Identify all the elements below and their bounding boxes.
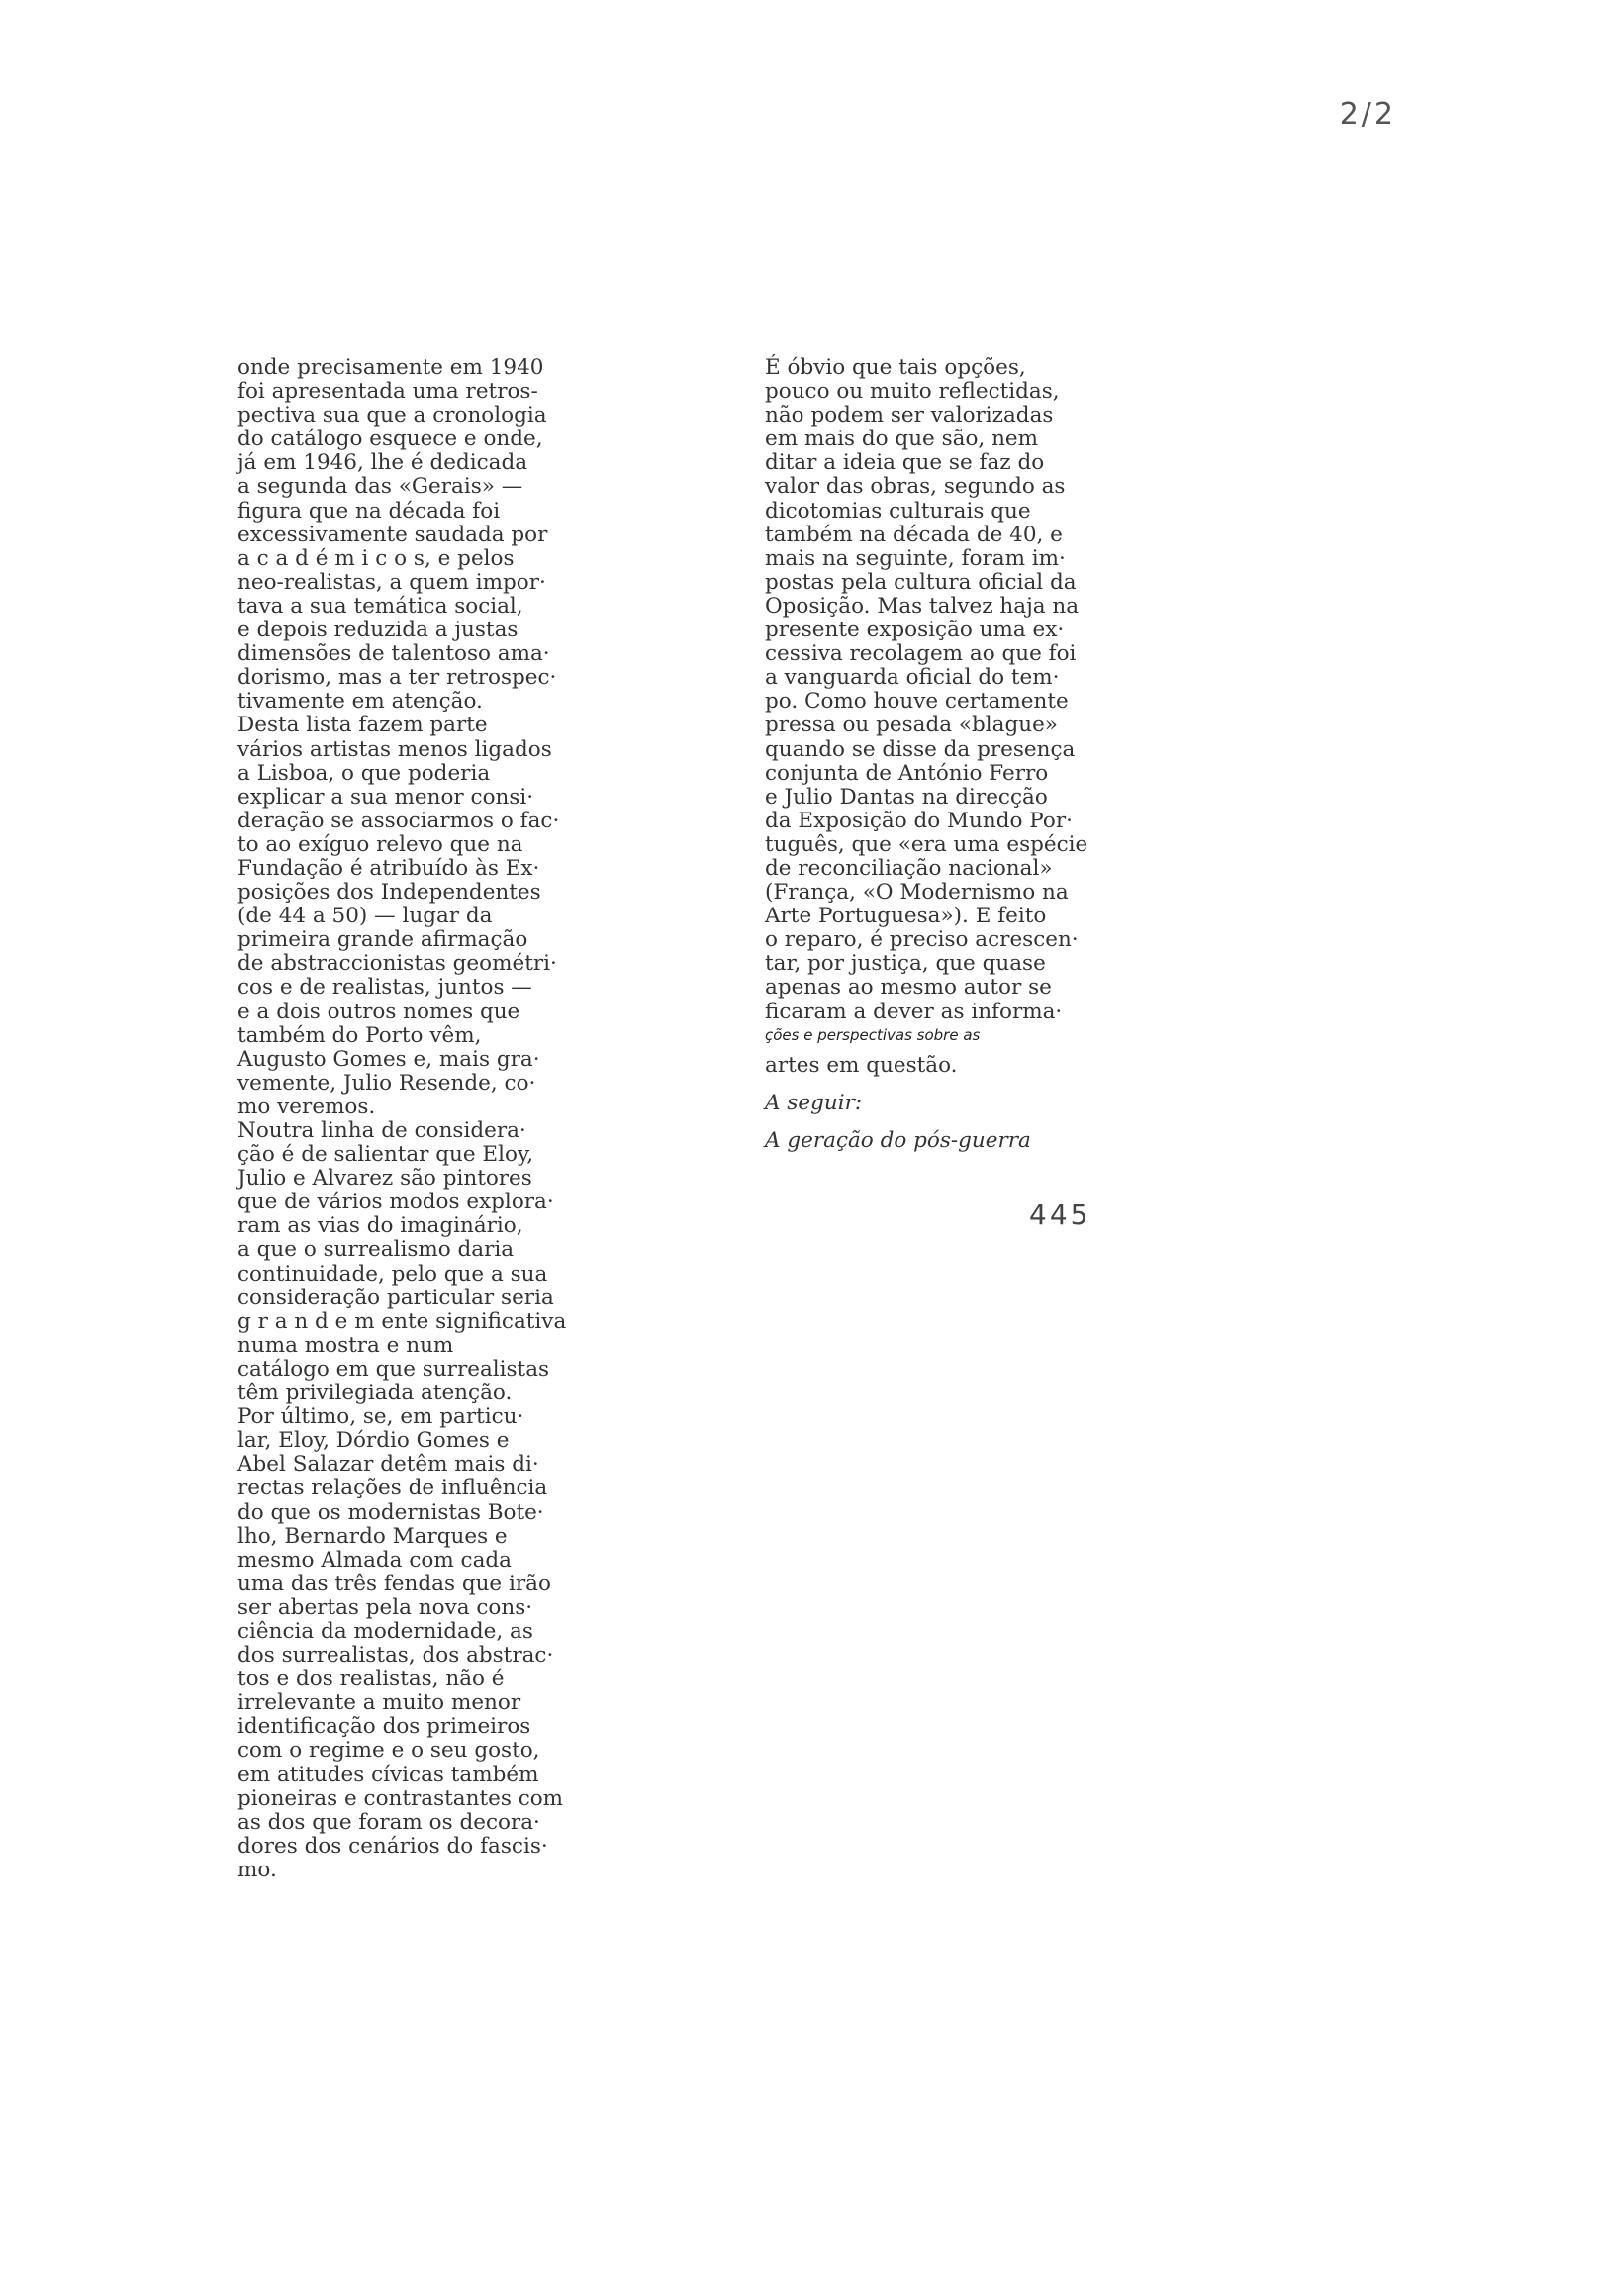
text-line: da Exposição do Mundo Por· <box>765 808 1073 833</box>
text-line: as dos que foram os decora· <box>237 1809 540 1835</box>
text-line: do catálogo esquece e onde, <box>237 427 543 452</box>
text-line: em mais do que são, nem <box>765 427 1039 452</box>
next-title: A geração do pós-guerra <box>765 1127 1031 1153</box>
text-line: tuguês, que «era uma espécie <box>765 831 1088 857</box>
page-number: 2/2 <box>1339 97 1396 132</box>
text-line: dimensões de talentoso ama· <box>237 641 550 667</box>
text-line: ção é de salientar que Eloy, <box>237 1142 534 1168</box>
text-line: neo-realistas, a quem impor· <box>237 569 546 595</box>
article-column-left <box>237 356 618 1882</box>
text-line: têm privilegiada atenção. <box>237 1381 513 1406</box>
text-line: É óbvio que tais opções, <box>765 355 1026 380</box>
text-line: to ao exíguo relevo que na <box>237 831 523 857</box>
text-line: cessiva recolagem ao que foi <box>765 641 1077 667</box>
text-line: e a dois outros nomes que <box>237 999 520 1024</box>
text-line: deração se associarmos o fac· <box>237 808 560 833</box>
text-line: catálogo em que surrealistas <box>237 1356 550 1382</box>
text-line: Arte Portuguesa»). E feito <box>765 904 1047 929</box>
text-line: a que o surrealismo daria <box>237 1237 515 1263</box>
text-line: postas pela cultura oficial da <box>765 569 1077 595</box>
text-line: mo veremos. <box>237 1094 376 1119</box>
right-column-text <box>765 356 1111 1024</box>
text-line: e depois reduzida a justas <box>237 618 519 643</box>
text-line: com o regime e o seu gosto, <box>237 1738 540 1764</box>
text-line: numa mostra e num <box>237 1332 454 1358</box>
text-line: pouco ou muito reflectidas, <box>765 379 1060 405</box>
text-line: (França, «O Modernismo na <box>765 880 1069 906</box>
article-ending: artes em questão. <box>765 1052 958 1078</box>
text-line: Por último, se, em particu· <box>237 1404 524 1430</box>
text-line: foi apresentada uma retros- <box>237 379 538 405</box>
text-line: quando se disse da presença <box>765 736 1076 762</box>
text-line: rectas relações de influência <box>237 1476 548 1501</box>
text-line: o reparo, é preciso acrescen· <box>765 927 1079 953</box>
text-line: Fundação é atribuído às Ex· <box>237 855 540 881</box>
next-label: A seguir: <box>765 1090 863 1115</box>
text-line: presente exposição uma ex· <box>765 618 1065 643</box>
text-line: excessivamente saudada por <box>237 522 548 547</box>
catalog-number: 445 <box>1029 1198 1091 1231</box>
text-line: do que os modernistas Bote· <box>237 1499 544 1525</box>
text-line: figura que na década foi <box>237 498 501 524</box>
text-line: dos surrealistas, dos abstrac· <box>237 1643 554 1669</box>
text-line: pectiva sua que a cronologia <box>237 403 547 429</box>
text-line: uma das três fendas que irão <box>237 1571 551 1596</box>
text-line: irrelevante a muito menor <box>237 1690 521 1716</box>
article-column-right <box>765 356 1111 1153</box>
text-line: a Lisboa, o que poderia <box>237 760 491 786</box>
text-line: pressa ou pesada «blague» <box>765 713 1058 738</box>
text-line: Abel Salazar detêm mais di· <box>237 1452 539 1478</box>
text-line: também do Porto vêm, <box>237 1022 482 1048</box>
text-line: lho, Bernardo Marques e <box>237 1523 508 1549</box>
text-line: ditar a ideia que se faz do <box>765 450 1045 476</box>
text-line: mais na seguinte, foram im· <box>765 545 1066 571</box>
text-line: mo. <box>237 1857 277 1882</box>
text-line: Noutra linha de considera· <box>237 1118 526 1143</box>
text-line: cos e de realistas, juntos — <box>237 975 532 1001</box>
text-line: já em 1946, lhe é dedicada <box>237 450 528 476</box>
text-line: Julio e Alvarez são pintores <box>237 1166 532 1192</box>
text-line: tar, por justiça, que quase <box>765 951 1046 977</box>
text-line: g r a n d e m ente significativa <box>237 1308 567 1334</box>
text-line: consideração particular seria <box>237 1285 554 1310</box>
text-line: (de 44 a 50) — lugar da <box>237 904 493 929</box>
text-line: a segunda das «Gerais» — <box>237 474 523 500</box>
text-line: dorismo, mas a ter retrospec· <box>237 665 557 691</box>
text-line: conjunta de António Ferro <box>765 760 1049 786</box>
text-line: ser abertas pela nova cons· <box>237 1594 533 1620</box>
text-line: que de vários modos explora· <box>237 1190 554 1215</box>
text-line: apenas ao mesmo autor se <box>765 975 1052 1001</box>
handwritten-note: ções e perspectivas sobre as <box>765 1025 981 1044</box>
text-line: valor das obras, segundo as <box>765 474 1066 500</box>
text-line: também na década de 40, e <box>765 522 1063 547</box>
text-line: a c a d é m i c o s, e pelos <box>237 545 515 571</box>
text-line: vários artistas menos ligados <box>237 736 552 762</box>
text-line: tivamente em atenção. <box>237 689 483 715</box>
text-line: Desta lista fazem parte <box>237 713 488 738</box>
text-line: tava a sua temática social, <box>237 593 523 619</box>
text-line: não podem ser valorizadas <box>765 403 1054 429</box>
text-line: ciência da modernidade, as <box>237 1618 533 1644</box>
text-line: ram as vias do imaginário, <box>237 1213 523 1239</box>
text-line: Augusto Gomes e, mais gra· <box>237 1046 540 1072</box>
text-line: dores dos cenários do fascis· <box>237 1833 548 1859</box>
text-line: continuidade, pelo que a sua <box>237 1261 548 1287</box>
text-line: posições dos Independentes <box>237 880 541 906</box>
text-line: a vanguarda oficial do tem· <box>765 665 1060 691</box>
text-line: de abstraccionistas geométri· <box>237 951 557 977</box>
text-line: primeira grande afirmação <box>237 927 528 953</box>
text-line: em atitudes cívicas também <box>237 1762 539 1787</box>
text-line: tos e dos realistas, não é <box>237 1667 505 1692</box>
text-line: Oposição. Mas talvez haja na <box>765 593 1080 619</box>
text-line: mesmo Almada com cada <box>237 1547 512 1573</box>
text-line: ficaram a dever as informa· <box>765 999 1063 1024</box>
text-line: onde precisamente em 1940 <box>237 355 544 380</box>
text-line: vemente, Julio Resende, co· <box>237 1070 536 1096</box>
text-line: lar, Eloy, Dórdio Gomes e <box>237 1428 510 1454</box>
text-line: identificação dos primeiros <box>237 1714 531 1740</box>
text-line: po. Como houve certamente <box>765 689 1069 715</box>
text-line: de reconciliação nacional» <box>765 855 1053 881</box>
text-line: pioneiras e contrastantes com <box>237 1785 564 1811</box>
text-line: e Julio Dantas na direcção <box>765 784 1048 810</box>
text-line: explicar a sua menor consi· <box>237 784 534 810</box>
text-line: dicotomias culturais que <box>765 498 1031 524</box>
